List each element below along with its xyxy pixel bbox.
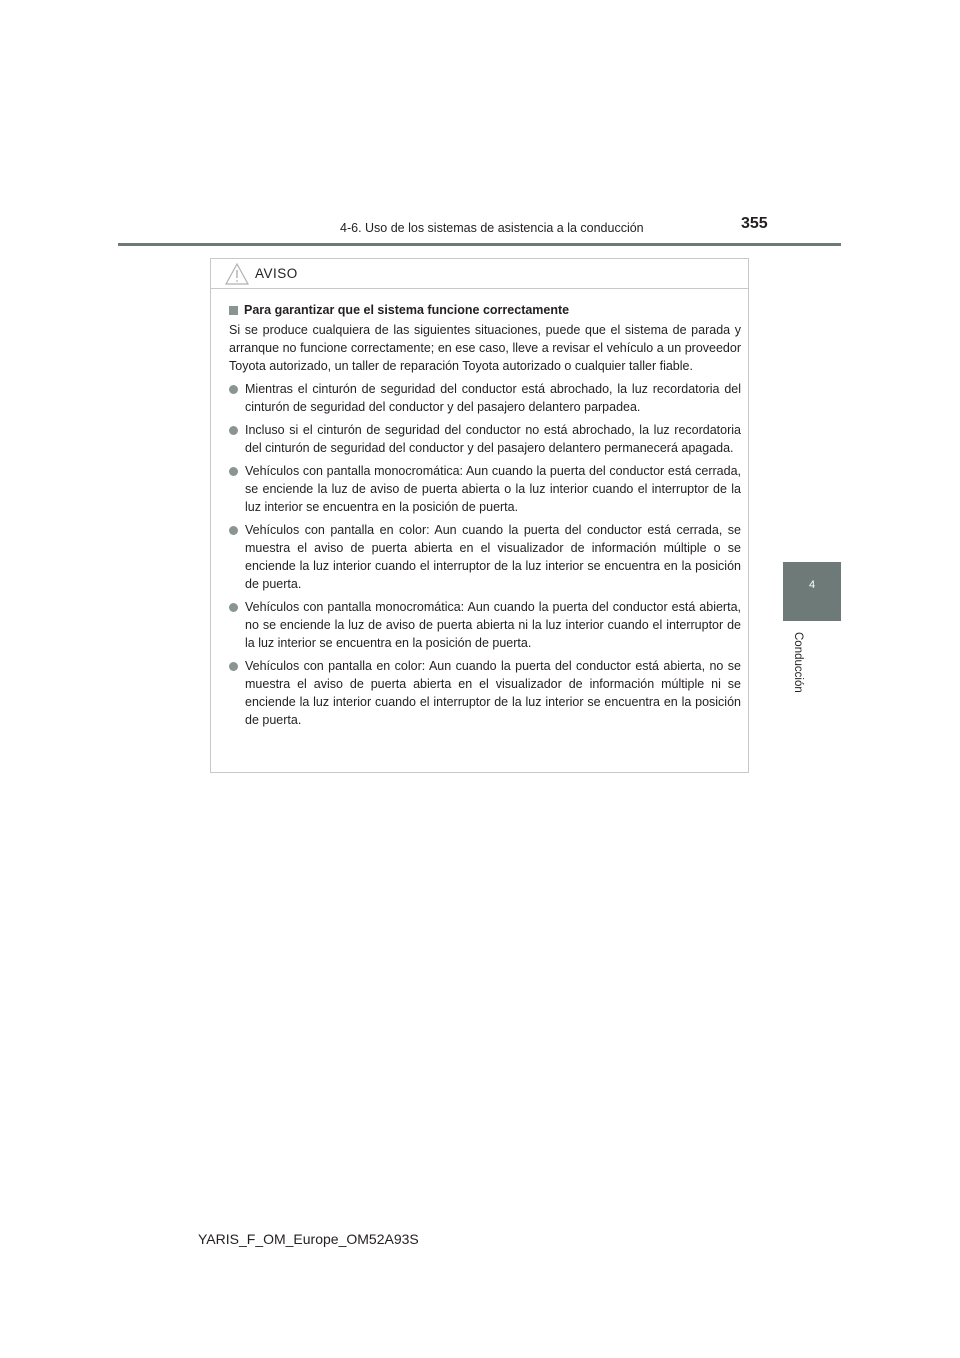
warning-intro: Si se produce cualquiera de las siguientes situaciones, puede que el sistema de parada y arranque no funcione correctamente; en ese caso, lleve a revisar el vehículo a un proveedor Toyota autorizado, un taller de reparación Toyota autorizado o cualquier taller fiable. (229, 323, 741, 373)
bullet-dot-icon (229, 603, 238, 612)
warning-box (210, 258, 749, 773)
chapter-tab (783, 562, 841, 621)
list-item-text: Vehículos con pantalla monocromática: Aun cuando la puerta del conductor está cerrada, se enciende la luz de aviso de puerta abierta o la luz interior cuando el interruptor de la luz interior se encuentra en la posición de puerta. (245, 464, 741, 514)
list-item-text: Vehículos con pantalla monocromática: Aun cuando la puerta del conductor está abierta, no se enciende la luz de aviso de puerta abierta ni la luz interior cuando el interruptor de la luz interior se encuentra en la posición de puerta. (245, 600, 741, 650)
list-item (229, 462, 741, 516)
section-title: 4-6. Uso de los sistemas de asistencia a la conducción (340, 221, 644, 235)
chapter-number: 4 (808, 579, 816, 591)
list-item-text: Vehículos con pantalla en color: Aun cuando la puerta del conductor está abierta, no se muestra el aviso de puerta abierta en el visualizador de información múltiple ni se enciende la luz interior cuando el interruptor de la luz interior se encuentra en la posición de puerta. (245, 659, 741, 727)
warning-content (211, 289, 748, 729)
page-number: 355 (741, 215, 768, 232)
bullet-dot-icon (229, 526, 238, 535)
warning-triangle-icon (225, 263, 249, 285)
header-rule (118, 243, 841, 246)
chapter-label: Conducción (792, 632, 804, 693)
warning-header (211, 259, 748, 289)
subheading-text: Para garantizar que el sistema funcione correctamente (244, 303, 570, 317)
list-item (229, 421, 741, 457)
bullet-dot-icon (229, 385, 238, 394)
list-item (229, 598, 741, 652)
list-item (229, 657, 741, 729)
list-item-text: Incluso si el cinturón de seguridad del conductor no está abrochado, la luz recordatoria del cinturón de seguridad del conductor y del pasajero delantero permanecerá apagada. (245, 423, 741, 455)
warning-subheading (229, 301, 741, 319)
bullet-dot-icon (229, 426, 238, 435)
list-item-text: Mientras el cinturón de seguridad del conductor está abrochado, la luz recordatoria del cinturón de seguridad del conductor y del pasajero delantero parpadea. (245, 382, 741, 414)
bullet-dot-icon (229, 467, 238, 476)
bullet-dot-icon (229, 662, 238, 671)
list-item (229, 521, 741, 593)
document-code: YARIS_F_OM_Europe_OM52A93S (198, 1231, 419, 1247)
square-bullet-icon (229, 306, 238, 315)
warning-title: AVISO (255, 266, 298, 281)
list-item-text: Vehículos con pantalla en color: Aun cuando la puerta del conductor está cerrada, se muestra el aviso de puerta abierta en el visualizador de información múltiple o se enciende la luz interior cuando el interruptor de la luz interior se encuentra en la posición de puerta. (245, 523, 741, 591)
list-item (229, 380, 741, 416)
